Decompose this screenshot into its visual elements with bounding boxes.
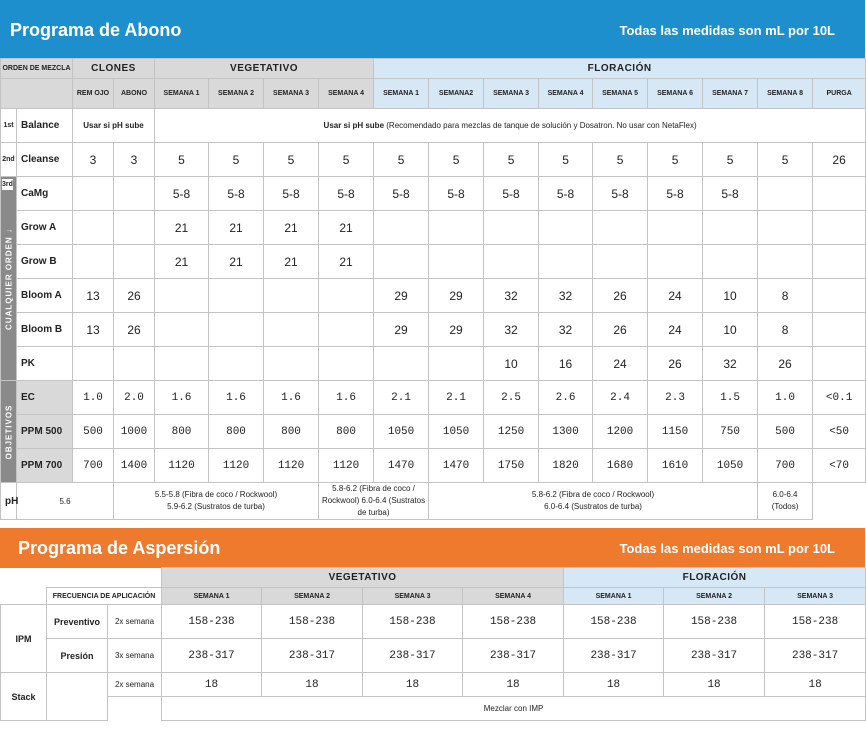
table-cell: 18 xyxy=(262,673,363,697)
row-label: Bloom A xyxy=(17,279,73,313)
table-cell: 29 xyxy=(429,313,484,347)
column-header: SEMANA 6 xyxy=(648,79,703,109)
table-cell xyxy=(593,211,648,245)
group-clones: CLONES xyxy=(73,59,155,79)
table-cell xyxy=(813,313,866,347)
table-cell: 5 xyxy=(429,143,484,177)
column-header: SEMANA 3 xyxy=(363,588,463,605)
table-cell: 1470 xyxy=(429,449,484,483)
table-cell: 1050 xyxy=(703,449,758,483)
ipm-row-label: Preventivo xyxy=(47,605,108,639)
table-cell: 24 xyxy=(593,347,648,381)
table-cell: 26 xyxy=(648,347,703,381)
table-cell xyxy=(319,279,374,313)
abono-banner xyxy=(0,0,865,60)
balance-rest-note: (Recomendado para mezclas de tanque de solución y Dosatron. No usar con NetaFlex) xyxy=(386,121,697,130)
row-label: CaMg xyxy=(17,177,73,211)
table-cell: 26 xyxy=(593,279,648,313)
table-cell: 1750 xyxy=(484,449,539,483)
column-header: SEMANA 3 xyxy=(484,79,539,109)
order-second: 2nd xyxy=(1,143,17,177)
table-cell xyxy=(319,347,374,381)
table-cell xyxy=(114,245,155,279)
table-cell: 158-238 xyxy=(765,605,866,639)
table-cell: 158-238 xyxy=(363,605,463,639)
abono-measure-note: Todas las medidas son mL por 10L xyxy=(619,22,835,38)
ph-flor-late xyxy=(429,483,758,520)
table-cell xyxy=(758,177,813,211)
table-cell xyxy=(593,245,648,279)
aspersion-table xyxy=(0,567,866,721)
row-label: PPM 700 xyxy=(17,449,73,483)
table-cell: 5-8 xyxy=(374,177,429,211)
table-cell xyxy=(648,245,703,279)
ipm-freq: 2x semana xyxy=(108,605,162,639)
table-cell: 1610 xyxy=(648,449,703,483)
table-cell: 1820 xyxy=(539,449,593,483)
table-cell: 1.0 xyxy=(73,381,114,415)
table-cell: 18 xyxy=(363,673,463,697)
column-header: SEMANA 2 xyxy=(209,79,264,109)
stack-blank xyxy=(47,673,108,721)
table-cell xyxy=(813,177,866,211)
group-floracion: FLORACIÓN xyxy=(374,59,866,79)
aspersion-title: Programa de Aspersión xyxy=(18,537,221,558)
table-cell: 158-238 xyxy=(262,605,363,639)
stack-label: Stack xyxy=(1,673,47,721)
table-cell xyxy=(648,211,703,245)
order-header: ORDEN DE MEZCLA xyxy=(1,59,73,79)
table-cell xyxy=(813,347,866,381)
table-cell: 700 xyxy=(73,449,114,483)
table-cell xyxy=(155,347,209,381)
table-cell: 5 xyxy=(264,143,319,177)
table-cell xyxy=(114,211,155,245)
table-cell: 5-8 xyxy=(209,177,264,211)
table-cell xyxy=(484,211,539,245)
table-cell xyxy=(374,245,429,279)
table-cell: 1400 xyxy=(114,449,155,483)
table-cell: 800 xyxy=(155,415,209,449)
table-cell: 10 xyxy=(703,313,758,347)
table-cell: 238-317 xyxy=(363,639,463,673)
table-cell xyxy=(73,245,114,279)
table-cell xyxy=(758,211,813,245)
row-label: Balance xyxy=(17,109,73,143)
table-cell xyxy=(813,245,866,279)
table-cell: 158-238 xyxy=(463,605,564,639)
table-cell: 5 xyxy=(319,143,374,177)
table-cell: 2.5 xyxy=(484,381,539,415)
table-cell: 2.4 xyxy=(593,381,648,415)
table-cell xyxy=(209,279,264,313)
table-cell: 2.0 xyxy=(114,381,155,415)
order-any-text: CUALQUIER ORDEN xyxy=(4,235,13,330)
table-cell xyxy=(703,211,758,245)
table-cell: 5-8 xyxy=(703,177,758,211)
column-header: ABONO xyxy=(114,79,155,109)
table-cell: 1200 xyxy=(593,415,648,449)
ph-veg-line1: 5.5-5.8 (Fibra de coco / Rockwool) xyxy=(154,490,278,499)
table-cell: 238-317 xyxy=(162,639,262,673)
table-cell: 1.5 xyxy=(703,381,758,415)
table-cell: <0.1 xyxy=(813,381,866,415)
ipm-label: IPM xyxy=(1,605,47,673)
table-cell: 5 xyxy=(155,143,209,177)
table-cell: 5 xyxy=(374,143,429,177)
table-cell: <50 xyxy=(813,415,866,449)
table-cell: 5 xyxy=(209,143,264,177)
table-cell: 1.0 xyxy=(758,381,813,415)
column-header: SEMANA 1 xyxy=(162,588,262,605)
table-cell: 16 xyxy=(539,347,593,381)
order-first-label: 1st xyxy=(3,122,14,129)
table-cell: 5-8 xyxy=(648,177,703,211)
table-cell xyxy=(209,313,264,347)
aspersion-measure-note: Todas las medidas son mL por 10L xyxy=(619,540,835,556)
table-cell: 32 xyxy=(703,347,758,381)
table-cell: 5 xyxy=(648,143,703,177)
table-cell: 1.6 xyxy=(155,381,209,415)
table-cell xyxy=(429,347,484,381)
table-cell: 5 xyxy=(703,143,758,177)
table-cell: 5-8 xyxy=(155,177,209,211)
table-cell: 3 xyxy=(114,143,155,177)
row-label: Grow B xyxy=(17,245,73,279)
table-cell: 1000 xyxy=(114,415,155,449)
table-cell xyxy=(703,245,758,279)
balance-rest-bold: Usar si pH sube xyxy=(323,121,385,130)
ph-purga xyxy=(758,483,813,520)
aspersion-corner-2 xyxy=(1,588,47,605)
column-header: SEMANA 7 xyxy=(703,79,758,109)
table-cell: 18 xyxy=(564,673,664,697)
table-cell xyxy=(429,211,484,245)
column-header: SEMANA 3 xyxy=(264,79,319,109)
table-cell: 158-238 xyxy=(664,605,765,639)
table-cell: 26 xyxy=(813,143,866,177)
table-cell: 2.6 xyxy=(539,381,593,415)
table-cell xyxy=(155,279,209,313)
row-label: PPM 500 xyxy=(17,415,73,449)
table-cell: 1120 xyxy=(319,449,374,483)
ph-veg xyxy=(114,483,319,520)
order-third: 3rd xyxy=(2,181,13,188)
table-cell: 26 xyxy=(114,313,155,347)
table-cell: 1300 xyxy=(539,415,593,449)
table-cell: 10 xyxy=(703,279,758,313)
table-cell: 21 xyxy=(155,211,209,245)
table-cell xyxy=(209,347,264,381)
table-cell: 32 xyxy=(484,279,539,313)
row-label: EC xyxy=(17,381,73,415)
table-cell: 238-317 xyxy=(664,639,765,673)
table-cell: 21 xyxy=(209,245,264,279)
table-cell: 2.3 xyxy=(648,381,703,415)
table-cell xyxy=(813,279,866,313)
table-cell: 5-8 xyxy=(264,177,319,211)
balance-rest xyxy=(155,109,866,143)
table-cell: 5 xyxy=(484,143,539,177)
table-cell: 13 xyxy=(73,279,114,313)
aspersion-banner xyxy=(0,528,865,568)
table-cell xyxy=(539,211,593,245)
table-cell: 1470 xyxy=(374,449,429,483)
ipm-freq: 3x semana xyxy=(108,639,162,673)
table-cell: 1150 xyxy=(648,415,703,449)
table-cell: 5-8 xyxy=(429,177,484,211)
table-cell: 1050 xyxy=(429,415,484,449)
table-cell: 5-8 xyxy=(484,177,539,211)
column-header: SEMANA 4 xyxy=(319,79,374,109)
table-cell: 800 xyxy=(319,415,374,449)
table-cell: 5-8 xyxy=(319,177,374,211)
ipm-row-label: Presión xyxy=(47,639,108,673)
stack-note: Mezclar con IMP xyxy=(162,697,866,721)
abono-table xyxy=(0,58,866,520)
table-cell: 1050 xyxy=(374,415,429,449)
table-cell: 5 xyxy=(758,143,813,177)
table-cell xyxy=(319,313,374,347)
table-cell xyxy=(114,347,155,381)
table-cell: 21 xyxy=(319,211,374,245)
table-cell xyxy=(264,313,319,347)
table-cell: 32 xyxy=(539,313,593,347)
ph-purga-line2: (Todos) xyxy=(771,502,799,511)
table-cell: 29 xyxy=(374,313,429,347)
ph-clones: 5.6 xyxy=(17,483,114,520)
table-cell: 18 xyxy=(765,673,866,697)
table-cell xyxy=(114,177,155,211)
table-cell: 800 xyxy=(264,415,319,449)
order-any-cell xyxy=(1,177,17,381)
table-cell: 1120 xyxy=(155,449,209,483)
stack-freq: 2x semana xyxy=(108,673,162,697)
table-cell xyxy=(539,245,593,279)
down-arrow-icon: ↓ xyxy=(4,227,13,233)
table-cell xyxy=(374,347,429,381)
column-header: SEMANA 1 xyxy=(564,588,664,605)
table-cell xyxy=(264,347,319,381)
table-cell: 18 xyxy=(162,673,262,697)
column-header: SEMANA 2 xyxy=(262,588,363,605)
table-cell: 1.6 xyxy=(264,381,319,415)
table-cell: 238-317 xyxy=(564,639,664,673)
column-header: SEMANA 4 xyxy=(539,79,593,109)
order-first xyxy=(1,109,17,143)
table-cell: 10 xyxy=(484,347,539,381)
row-label: Bloom B xyxy=(17,313,73,347)
asp-group-floracion: FLORACIÓN xyxy=(564,568,866,588)
table-cell: 3 xyxy=(73,143,114,177)
group-vegetativo: VEGETATIVO xyxy=(155,59,374,79)
table-cell: 158-238 xyxy=(564,605,664,639)
table-cell: 24 xyxy=(648,279,703,313)
column-header: SEMANA2 xyxy=(429,79,484,109)
table-cell: 29 xyxy=(429,279,484,313)
table-cell xyxy=(813,211,866,245)
table-cell: 1.6 xyxy=(209,381,264,415)
ph-veg-line2: 5.9-6.2 (Sustratos de turba) xyxy=(167,502,265,511)
ph-purga-line1: 6.0-6.4 xyxy=(772,490,798,499)
table-cell xyxy=(758,245,813,279)
table-cell: <70 xyxy=(813,449,866,483)
table-cell: 18 xyxy=(463,673,564,697)
ph-flor-early: 5.8-6.2 (Fibra de coco / Rockwool) 6.0-6.4 (Sustratos de turba) xyxy=(319,483,429,520)
table-cell: 21 xyxy=(319,245,374,279)
column-header: SEMANA 3 xyxy=(765,588,866,605)
balance-clones: Usar si pH sube xyxy=(73,109,155,143)
table-cell: 5-8 xyxy=(593,177,648,211)
column-header: SEMANA 2 xyxy=(664,588,765,605)
column-header: SEMANA 1 xyxy=(374,79,429,109)
abono-title: Programa de Abono xyxy=(10,19,182,40)
table-cell: 1250 xyxy=(484,415,539,449)
table-cell xyxy=(264,279,319,313)
row-label: Grow A xyxy=(17,211,73,245)
row-label: Cleanse xyxy=(17,143,73,177)
table-cell: 5 xyxy=(593,143,648,177)
column-header: SEMANA 5 xyxy=(593,79,648,109)
table-cell xyxy=(73,211,114,245)
table-cell: 158-238 xyxy=(162,605,262,639)
table-cell: 26 xyxy=(114,279,155,313)
table-cell xyxy=(484,245,539,279)
table-cell: 1120 xyxy=(209,449,264,483)
table-cell: 21 xyxy=(264,245,319,279)
table-cell: 1680 xyxy=(593,449,648,483)
table-cell: 800 xyxy=(209,415,264,449)
objectives-label: OBJETIVOS xyxy=(4,404,13,459)
table-cell: 21 xyxy=(155,245,209,279)
order-any-label xyxy=(3,228,14,330)
table-cell xyxy=(155,313,209,347)
asp-group-vegetativo: VEGETATIVO xyxy=(162,568,564,588)
table-cell: 238-317 xyxy=(262,639,363,673)
table-cell: 238-317 xyxy=(463,639,564,673)
table-cell: 21 xyxy=(264,211,319,245)
ph-flor-late-line2: 6.0-6.4 (Sustratos de turba) xyxy=(544,502,642,511)
table-cell: 29 xyxy=(374,279,429,313)
table-cell: 500 xyxy=(73,415,114,449)
table-cell: 24 xyxy=(648,313,703,347)
table-cell: 1120 xyxy=(264,449,319,483)
table-cell: 18 xyxy=(664,673,765,697)
table-cell: 750 xyxy=(703,415,758,449)
table-cell: 500 xyxy=(758,415,813,449)
column-header: SEMANA 1 xyxy=(155,79,209,109)
column-header: REM OJO xyxy=(73,79,114,109)
table-cell: 238-317 xyxy=(765,639,866,673)
table-cell: 32 xyxy=(484,313,539,347)
table-cell: 700 xyxy=(758,449,813,483)
table-cell xyxy=(429,245,484,279)
table-cell: 32 xyxy=(539,279,593,313)
table-cell: 8 xyxy=(758,313,813,347)
table-cell: 26 xyxy=(758,347,813,381)
row-label: PK xyxy=(17,347,73,381)
column-header: SEMANA 4 xyxy=(463,588,564,605)
row-label: pH xyxy=(1,483,17,520)
column-header: SEMANA 8 xyxy=(758,79,813,109)
objectives-cell xyxy=(1,381,17,483)
column-header: PURGA xyxy=(813,79,866,109)
table-cell: 5-8 xyxy=(539,177,593,211)
table-cell: 2.1 xyxy=(374,381,429,415)
table-cell xyxy=(374,211,429,245)
freq-header: FRECUENCIA DE APLICACIÓN xyxy=(47,588,162,605)
table-cell: 21 xyxy=(209,211,264,245)
ph-flor-late-line1: 5.8-6.2 (Fibra de coco / Rockwool) xyxy=(531,490,655,499)
table-cell: 2.1 xyxy=(429,381,484,415)
stack-note-spacer xyxy=(108,697,162,721)
aspersion-corner xyxy=(1,568,162,588)
table-cell xyxy=(73,177,114,211)
table-cell: 13 xyxy=(73,313,114,347)
table-cell xyxy=(73,347,114,381)
table-cell: 8 xyxy=(758,279,813,313)
table-cell: 5 xyxy=(539,143,593,177)
table-cell: 1.6 xyxy=(319,381,374,415)
order-header-spacer xyxy=(1,79,73,109)
table-cell: 26 xyxy=(593,313,648,347)
